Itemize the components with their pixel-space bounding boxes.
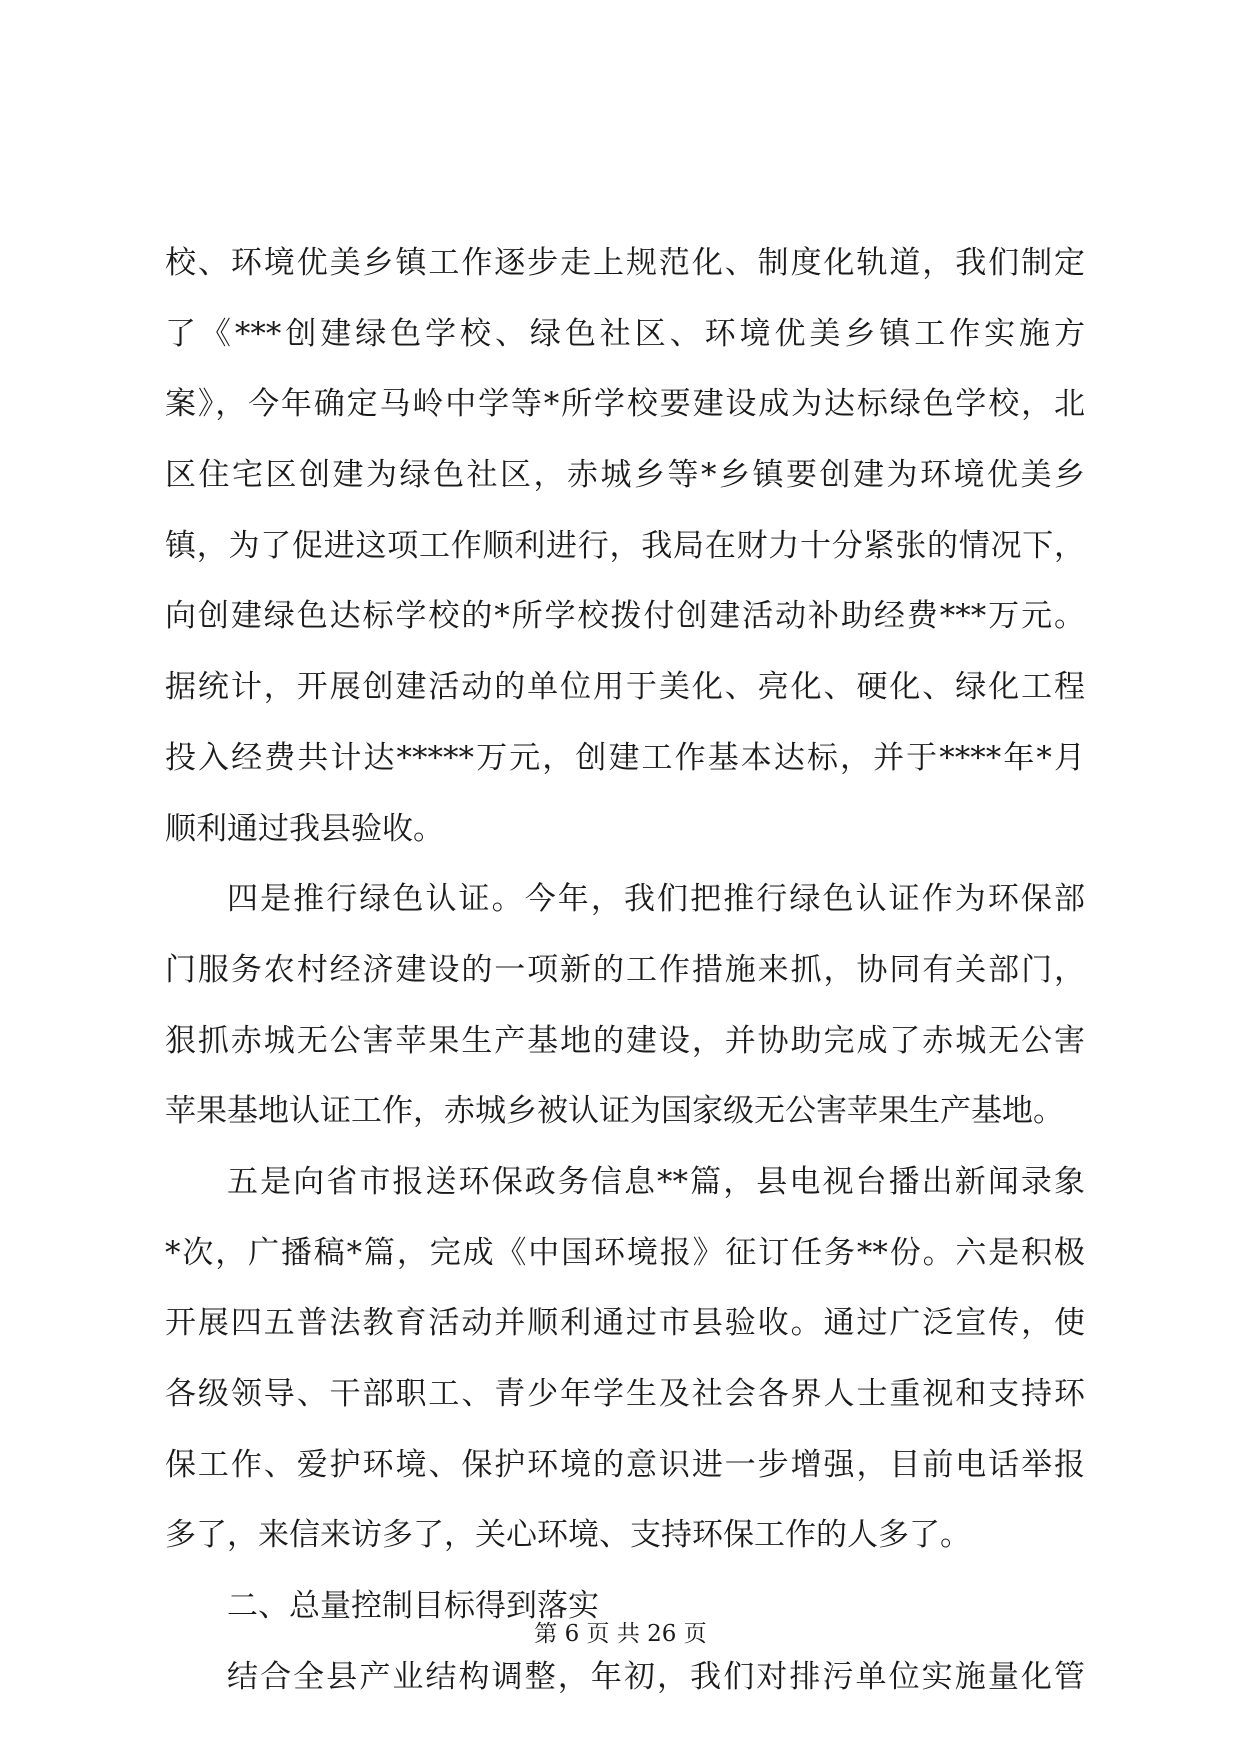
text-line: 了《***创建绿色学校、绿色社区、环境优美乡镇工作实施方 (165, 315, 1085, 352)
text-line: 保工作、爱护环境、保护环境的意识进一步增强，目前电话举报 (165, 1446, 1085, 1483)
text-line: 五是向省市报送环保政务信息**篇，县电视台播出新闻录象 (227, 1163, 1085, 1200)
text-line: 各级领导、干部职工、青少年学生及社会各界人士重视和支持环 (165, 1376, 1085, 1412)
text-line: 据统计，开展创建活动的单位用于美化、亮化、硬化、绿化工程 (165, 669, 1085, 706)
text-line: 区住宅区创建为绿色社区，赤城乡等*乡镇要创建为环境优美乡 (165, 457, 1085, 494)
text-line: 多了，来信来访多了，关心环境、支持环保工作的人多了。 (165, 1517, 971, 1554)
text-line: 向创建绿色达标学校的*所学校拨付创建活动补助经费***万元。 (165, 598, 1085, 635)
text-line: 二、总量控制目标得到落实 (227, 1588, 599, 1625)
document-body (165, 228, 1085, 1712)
text-line: 开展四五普法教育活动并顺利通过市县验收。通过广泛宣传，使 (165, 1305, 1085, 1342)
text-line: 投入经费共计达*****万元，创建工作基本达标，并于****年*月 (165, 739, 1085, 776)
text-line: 校、环境优美乡镇工作逐步走上规范化、制度化轨道，我们制定 (165, 245, 1085, 281)
text-line: *次，广播稿*篇，完成《中国环境报》征订任务**份。六是积极 (165, 1234, 1085, 1271)
text-line: 案》，今年确定马岭中学等*所学校要建设成为达标绿色学校，北 (165, 386, 1085, 423)
text-line: 苹果基地认证工作，赤城乡被认证为国家级无公害苹果生产基地。 (165, 1093, 1064, 1130)
text-line: 四是推行绿色认证。今年，我们把推行绿色认证作为环保部 (227, 881, 1085, 918)
text-line: 狠抓赤城无公害苹果生产基地的建设，并协助完成了赤城无公害 (165, 1022, 1085, 1059)
page-footer: 第 6 页 共 26 页 (534, 1621, 707, 1647)
text-line: 结合全县产业结构调整，年初，我们对排污单位实施量化管 (227, 1658, 1085, 1695)
text-line: 顺利通过我县验收。 (165, 810, 444, 847)
text-line: 门服务农村经济建设的一项新的工作措施来抓，协同有关部门， (165, 951, 1085, 988)
text-line: 镇，为了促进这项工作顺利进行，我局在财力十分紧张的情况下， (165, 527, 1085, 564)
